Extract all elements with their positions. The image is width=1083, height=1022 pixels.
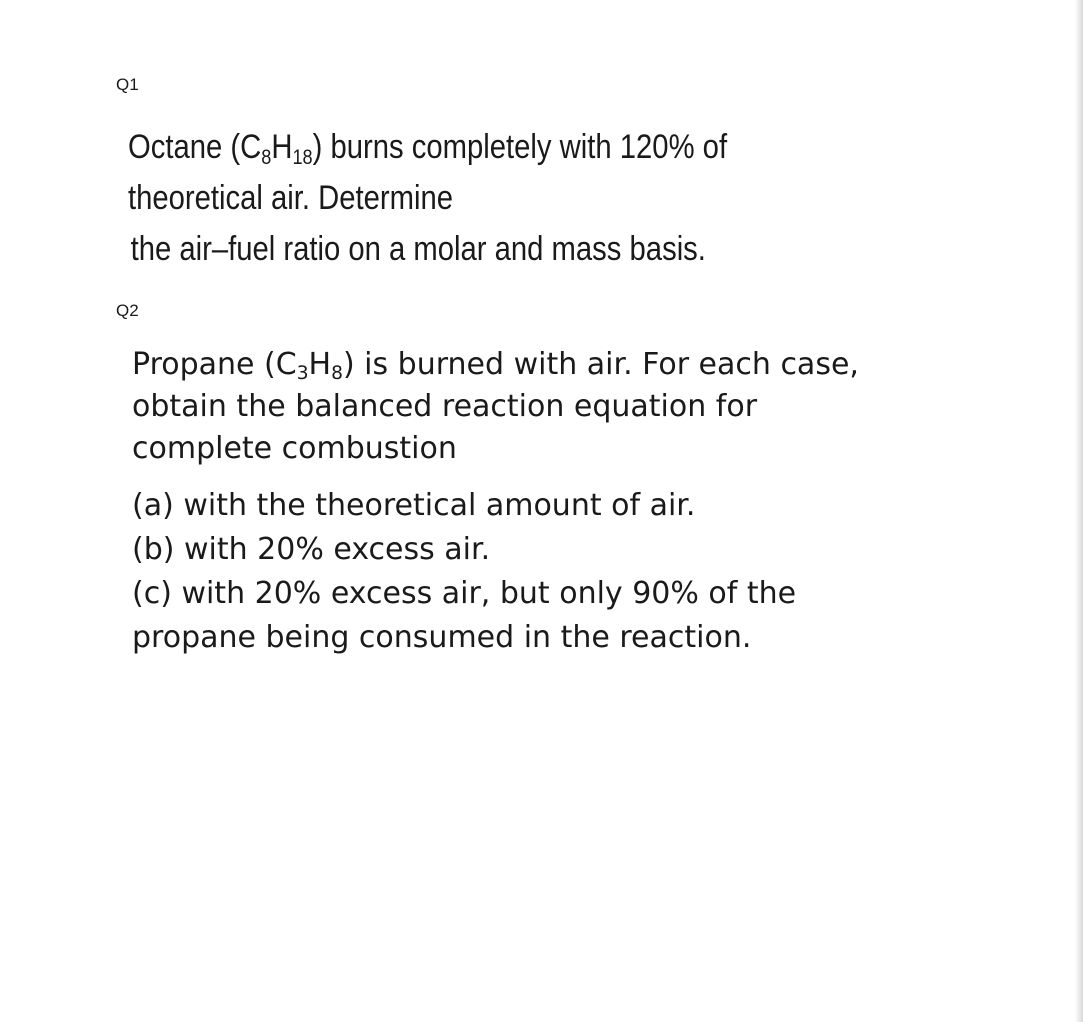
formula-subscript: 8	[331, 363, 343, 385]
formula-subscript: 8	[261, 145, 272, 169]
question-2-part-b: (b) with 20% excess air.	[132, 532, 491, 567]
question-2-part-c: (c) with 20% excess air, but only 90% of the	[132, 576, 797, 611]
question-2-label: Q2	[116, 301, 139, 320]
question-1-line-2: theoretical air. Determine	[128, 179, 454, 217]
question-1-text	[128, 122, 727, 275]
question-2-text	[132, 344, 859, 470]
formula-subscript: 3	[296, 363, 309, 385]
question-2-parts	[132, 484, 796, 660]
question-1-line-1: Octane $(C_8H_{18})$ burns completely with 120% of	[128, 128, 728, 169]
formula-subscript: 18	[292, 145, 313, 169]
page-edge-shadow	[1075, 0, 1083, 1022]
question-2-line-3: complete combustion	[132, 431, 457, 466]
question-1-label: Q1	[116, 75, 139, 94]
question-2-line-2: obtain the balanced reaction equation for	[132, 389, 758, 424]
question-2-line-1: Propane $(C_3H_8)$ is burned with air. For each case,	[132, 347, 859, 385]
question-2-part-a: (a) with the theoretical amount of air.	[132, 488, 696, 523]
question-2-part-c-continued: propane being consumed in the reaction.	[132, 620, 752, 655]
question-1-line-3: the air–fuel ratio on a molar and mass basis.	[130, 230, 706, 268]
